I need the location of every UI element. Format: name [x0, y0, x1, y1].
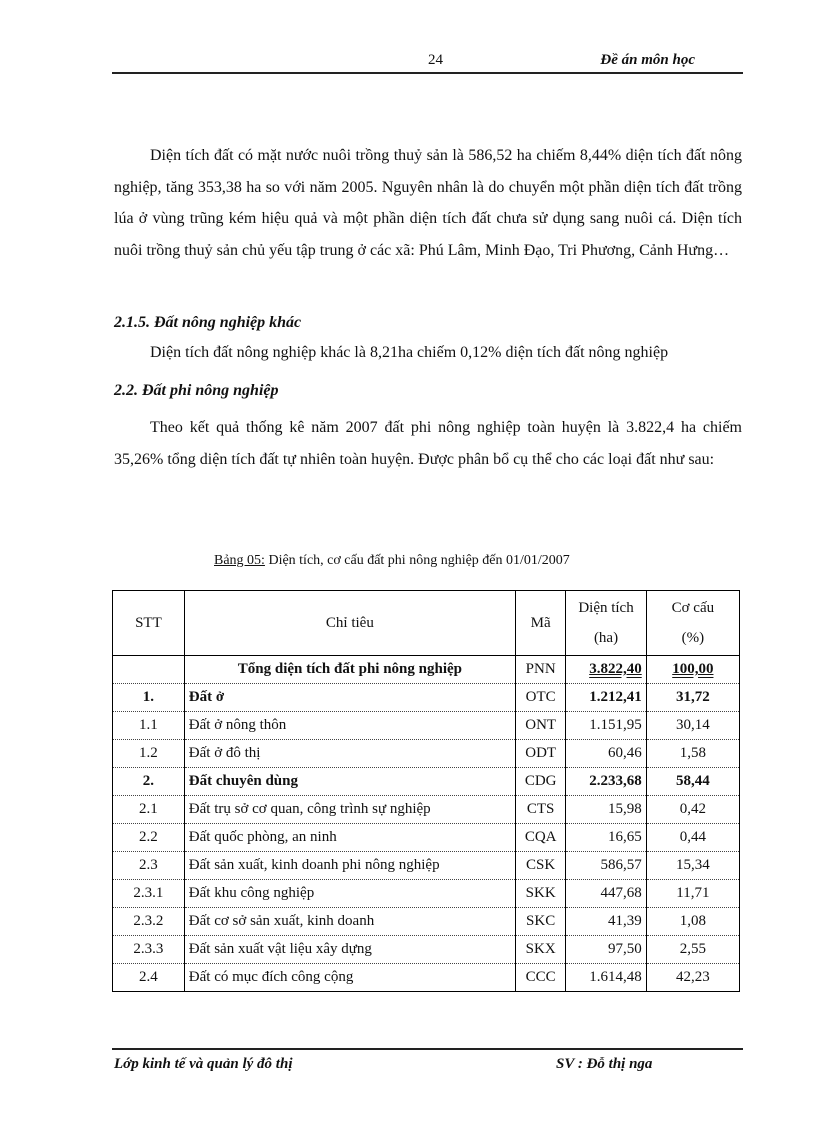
- table-row: [113, 964, 740, 992]
- cell-name: Đất ở đô thị: [184, 740, 515, 768]
- cell-stt: 1.2: [113, 740, 185, 768]
- paragraph-non-agricultural-text: Theo kết quả thống kê năm 2007 đất phi nông nghiệp toàn huyện là 3.822,4 ha chiếm 35,26% tổng diện tích đất tự nhiên toàn huyện. Được phân bổ cụ thể cho các loại đất như sau:: [114, 419, 742, 468]
- cell-stt: 2.4: [113, 964, 185, 992]
- cell-area: 1.151,95: [566, 712, 646, 740]
- cell-pct: 31,72: [646, 684, 739, 712]
- table-row: [113, 740, 740, 768]
- cell-pct: [646, 656, 739, 684]
- cell-name: Đất ở: [184, 684, 515, 712]
- cell-name: Đất trụ sở cơ quan, công trình sự nghiệp: [184, 796, 515, 824]
- cell-area: 97,50: [566, 936, 646, 964]
- cell-code: CSK: [515, 852, 565, 880]
- cell-pct: 11,71: [646, 880, 739, 908]
- cell-stt: 2.3.3: [113, 936, 185, 964]
- table-row: [113, 824, 740, 852]
- cell-pct: 42,23: [646, 964, 739, 992]
- table-row: [113, 712, 740, 740]
- paragraph-aquaculture: [114, 140, 742, 266]
- cell-pct: 2,55: [646, 936, 739, 964]
- heading-other-agricultural-land: 2.1.5. Đất nông nghiệp khác: [114, 314, 302, 331]
- header-name: Chỉ tiêu: [184, 591, 515, 656]
- cell-code: CCC: [515, 964, 565, 992]
- cell-name: Tổng diện tích đất phi nông nghiệp: [184, 656, 515, 684]
- cell-area: 16,65: [566, 824, 646, 852]
- cell-area: 1.212,41: [566, 684, 646, 712]
- cell-pct: 1,08: [646, 908, 739, 936]
- cell-name: Đất quốc phòng, an ninh: [184, 824, 515, 852]
- cell-pct: 58,44: [646, 768, 739, 796]
- cell-code: OTC: [515, 684, 565, 712]
- cell-stt: [113, 656, 185, 684]
- cell-name: Đất chuyên dùng: [184, 768, 515, 796]
- cell-code: SKC: [515, 908, 565, 936]
- cell-code: SKK: [515, 880, 565, 908]
- cell-name: Đất khu công nghiệp: [184, 880, 515, 908]
- cell-stt: 1.: [113, 684, 185, 712]
- table-row: [113, 852, 740, 880]
- table-row: [113, 936, 740, 964]
- cell-pct: 15,34: [646, 852, 739, 880]
- cell-stt: 1.1: [113, 712, 185, 740]
- table-row-total: [113, 656, 740, 684]
- cell-stt: 2.3.2: [113, 908, 185, 936]
- page-header: [112, 50, 743, 74]
- header-pct-line2: (%): [681, 630, 705, 646]
- cell-code: ONT: [515, 712, 565, 740]
- cell-pct: 30,14: [646, 712, 739, 740]
- cell-code: CQA: [515, 824, 565, 852]
- cell-area: 60,46: [566, 740, 646, 768]
- table-row: [113, 796, 740, 824]
- cell-area: 447,68: [566, 880, 646, 908]
- cell-pct-value: 100,00: [672, 661, 714, 677]
- cell-name: Đất ở nông thôn: [184, 712, 515, 740]
- header-pct: [646, 591, 739, 656]
- table-row: [113, 684, 740, 712]
- cell-pct: 0,42: [646, 796, 739, 824]
- cell-area-value: 3.822,40: [589, 661, 642, 677]
- cell-area: [566, 656, 646, 684]
- header-stt: STT: [113, 591, 185, 656]
- paragraph-other-agricultural-land: Diện tích đất nông nghiệp khác là 8,21ha chiếm 0,12% diện tích đất nông nghiệp: [150, 344, 669, 361]
- cell-code: ODT: [515, 740, 565, 768]
- table-row: [113, 908, 740, 936]
- cell-code: CTS: [515, 796, 565, 824]
- cell-name: Đất sản xuất, kinh doanh phi nông nghiệp: [184, 852, 515, 880]
- footer-student: SV : Đỗ thị nga: [556, 1056, 653, 1072]
- cell-area: 1.614,48: [566, 964, 646, 992]
- footer-class: Lớp kinh tế và quản lý đô thị: [114, 1056, 293, 1072]
- header-code: Mã: [515, 591, 565, 656]
- cell-area: 15,98: [566, 796, 646, 824]
- cell-stt: 2.3: [113, 852, 185, 880]
- header-area-line1: Diện tích: [578, 600, 634, 616]
- cell-name: Đất cơ sở sản xuất, kinh doanh: [184, 908, 515, 936]
- cell-stt: 2.1: [113, 796, 185, 824]
- cell-code: PNN: [515, 656, 565, 684]
- paragraph-non-agricultural-land: [114, 412, 742, 475]
- cell-pct: 0,44: [646, 824, 739, 852]
- cell-name: Đất sản xuất vật liệu xây dựng: [184, 936, 515, 964]
- header-area: [566, 591, 646, 656]
- header-pct-line1: Cơ cấu: [671, 600, 715, 616]
- cell-code: SKX: [515, 936, 565, 964]
- table-caption: [214, 553, 570, 569]
- page-footer: [112, 1048, 743, 1072]
- cell-pct: 1,58: [646, 740, 739, 768]
- heading-non-agricultural-land: 2.2. Đất phi nông nghiệp: [114, 382, 279, 399]
- cell-stt: 2.2: [113, 824, 185, 852]
- document-title: Đề án môn học: [600, 52, 695, 68]
- cell-code: CDG: [515, 768, 565, 796]
- table-row: [113, 768, 740, 796]
- cell-area: 586,57: [566, 852, 646, 880]
- page-number: 24: [428, 52, 443, 68]
- table-caption-text: Diện tích, cơ cấu đất phi nông nghiệp đến 01/01/2007: [268, 553, 570, 568]
- cell-name: Đất có mục đích công cộng: [184, 964, 515, 992]
- cell-stt: 2.3.1: [113, 880, 185, 908]
- paragraph-aquaculture-text: Diện tích đất có mặt nước nuôi trồng thuỷ sản là 586,52 ha chiếm 8,44% diện tích đất nông nghiệp, tăng 353,38 ha so với năm 2005. Nguyên nhân là do chuyển một phần diện tích đất trồng lúa ở vùng trũng kém hiệu quả và một phần diện tích đất chưa sử dụng sang nuôi cá. Diện tích nuôi trồng thuỷ sản chủ yếu tập trung ở các xã: Phú Lâm, Minh Đạo, Tri Phương, Cảnh Hưng…: [114, 147, 742, 259]
- cell-area: 41,39: [566, 908, 646, 936]
- header-area-line2: (ha): [593, 630, 619, 646]
- land-use-table: [112, 590, 740, 992]
- cell-stt: 2.: [113, 768, 185, 796]
- table-caption-label: Bảng 05:: [214, 553, 265, 568]
- cell-area: 2.233,68: [566, 768, 646, 796]
- table-row: [113, 880, 740, 908]
- table-header-row: [113, 591, 740, 656]
